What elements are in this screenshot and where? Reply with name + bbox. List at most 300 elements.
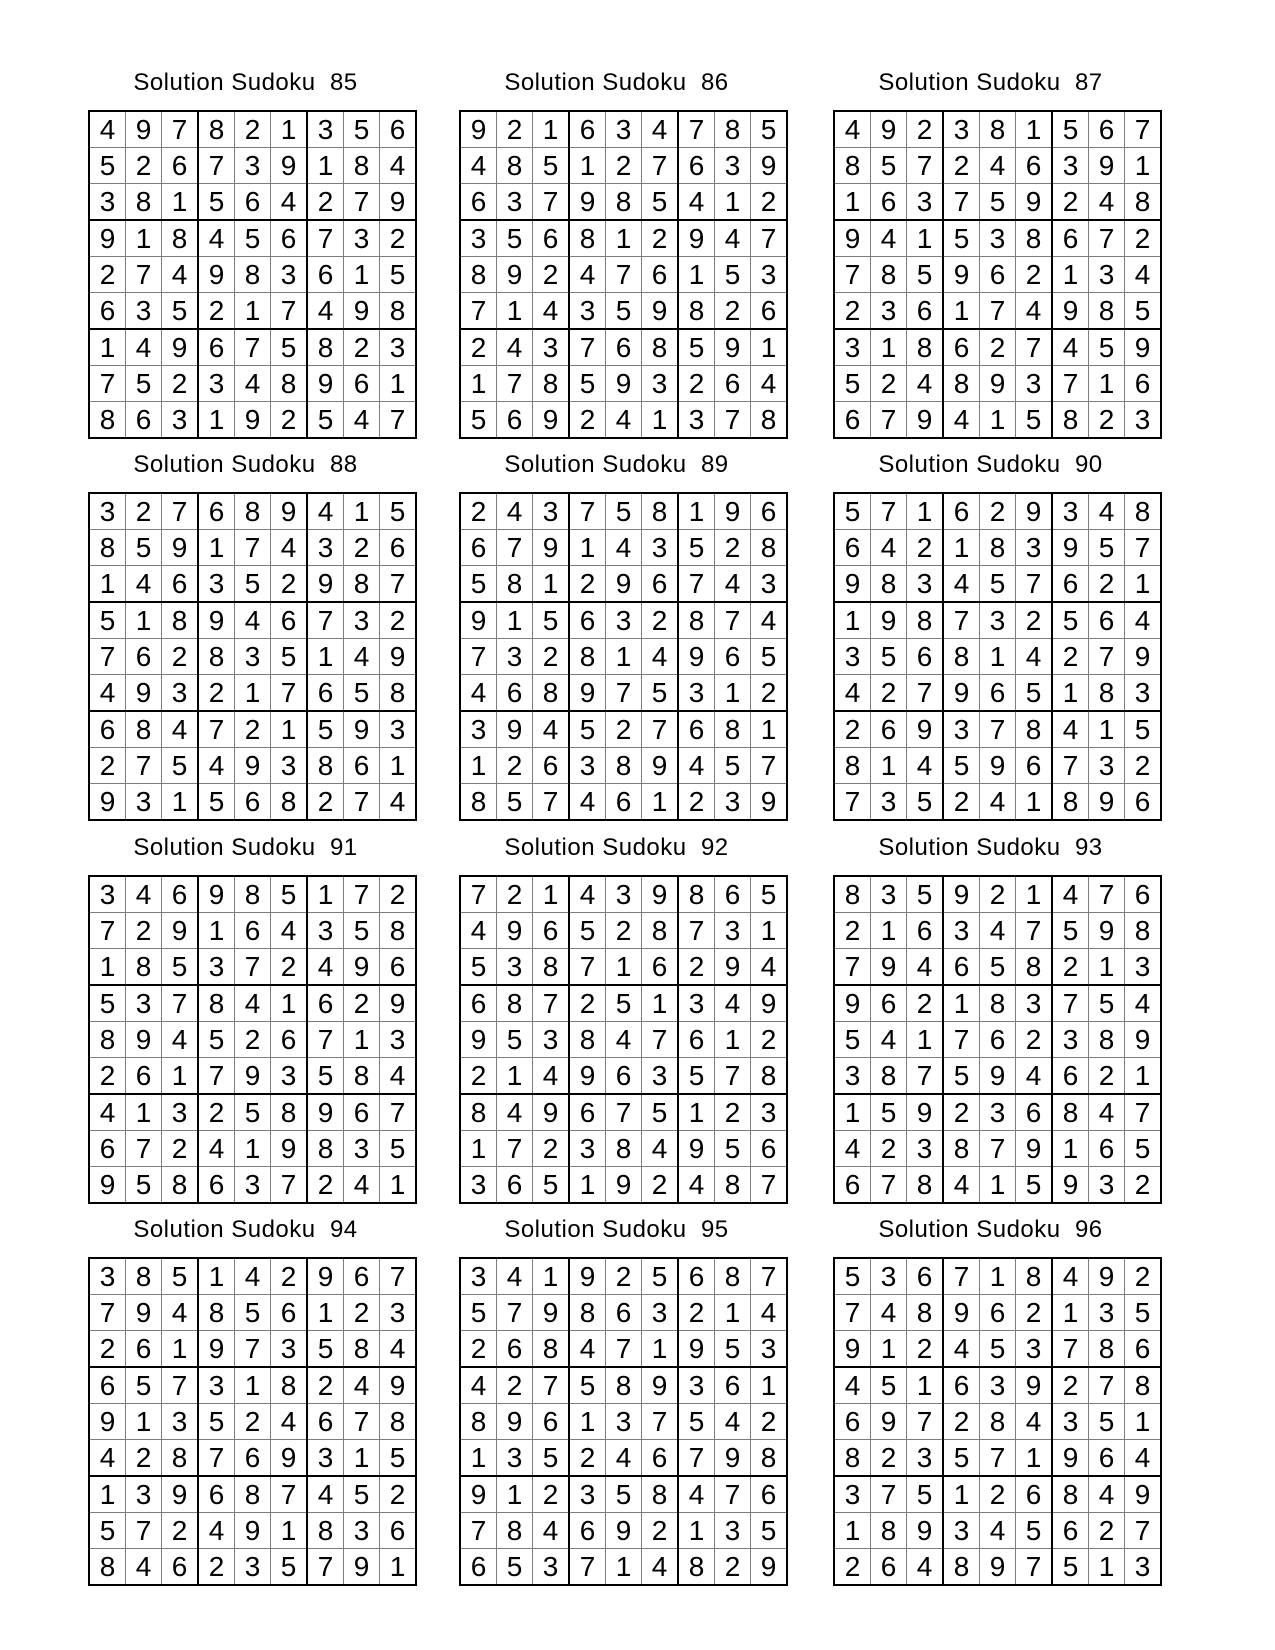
sudoku-block xyxy=(88,831,406,1204)
sudoku-cell: 8 xyxy=(678,602,715,639)
sudoku-cell: 2 xyxy=(980,876,1016,913)
sudoku-cell: 3 xyxy=(307,111,344,148)
sudoku-cell: 9 xyxy=(1052,1440,1089,1477)
sudoku-cell: 7 xyxy=(460,639,497,675)
sudoku-cell: 6 xyxy=(751,293,788,330)
sudoku-cell: 1 xyxy=(980,1167,1016,1204)
sudoku-cell: 9 xyxy=(943,876,980,913)
sudoku-cell: 8 xyxy=(198,1295,235,1331)
sudoku-cell: 5 xyxy=(1125,711,1162,748)
sudoku-cell: 4 xyxy=(715,985,751,1022)
sudoku-row xyxy=(834,1367,1161,1404)
sudoku-cell: 1 xyxy=(751,1367,788,1404)
sudoku-cell: 1 xyxy=(1125,566,1162,603)
sudoku-cell: 8 xyxy=(715,1167,751,1204)
sudoku-cell: 4 xyxy=(126,1549,162,1586)
sudoku-cell: 3 xyxy=(569,293,606,330)
sudoku-cell: 2 xyxy=(834,1549,871,1586)
sudoku-cell: 9 xyxy=(1089,1258,1125,1295)
sudoku-cell: 7 xyxy=(271,293,308,330)
sudoku-cell: 4 xyxy=(460,148,497,184)
sudoku-cell: 5 xyxy=(980,949,1016,986)
sudoku-cell: 1 xyxy=(1089,949,1125,986)
sudoku-cell: 3 xyxy=(533,1549,570,1586)
sudoku-cell: 2 xyxy=(344,329,380,366)
sudoku-cell: 3 xyxy=(678,985,715,1022)
sudoku-cell: 7 xyxy=(307,1022,344,1058)
sudoku-cell: 1 xyxy=(907,1022,944,1058)
sudoku-row xyxy=(89,366,416,402)
sudoku-cell: 2 xyxy=(89,1331,126,1368)
sudoku-cell: 9 xyxy=(871,602,907,639)
sudoku-cell: 5 xyxy=(1016,402,1053,439)
sudoku-cell: 6 xyxy=(606,329,642,366)
sudoku-cell: 4 xyxy=(344,639,380,675)
sudoku-cell: 7 xyxy=(89,913,126,949)
sudoku-cell: 6 xyxy=(834,1404,871,1440)
sudoku-row xyxy=(460,1131,787,1167)
sudoku-cell: 4 xyxy=(678,1167,715,1204)
sudoku-cell: 7 xyxy=(871,1476,907,1513)
sudoku-cell: 8 xyxy=(569,639,606,675)
sudoku-cell: 7 xyxy=(871,402,907,439)
sudoku-cell: 4 xyxy=(162,1022,199,1058)
sudoku-cell: 7 xyxy=(126,257,162,293)
sudoku-cell: 5 xyxy=(1125,1295,1162,1331)
sudoku-cell: 2 xyxy=(943,1094,980,1131)
sudoku-cell: 9 xyxy=(1016,493,1053,530)
sudoku-cell: 4 xyxy=(569,876,606,913)
sudoku-cell: 4 xyxy=(678,184,715,221)
sudoku-cell: 5 xyxy=(751,876,788,913)
sudoku-cell: 7 xyxy=(497,530,533,566)
sudoku-cell: 5 xyxy=(715,257,751,293)
sudoku-cell: 6 xyxy=(834,1167,871,1204)
sudoku-cell: 5 xyxy=(344,913,380,949)
sudoku-cell: 9 xyxy=(943,1295,980,1331)
sudoku-cell: 1 xyxy=(460,748,497,784)
sudoku-cell: 3 xyxy=(380,711,417,748)
sudoku-cell: 6 xyxy=(980,257,1016,293)
sudoku-cell: 3 xyxy=(198,1367,235,1404)
sudoku-row xyxy=(89,402,416,439)
sudoku-block xyxy=(833,66,1151,439)
sudoku-cell: 4 xyxy=(943,1331,980,1368)
sudoku-row xyxy=(834,293,1161,330)
sudoku-cell: 1 xyxy=(569,530,606,566)
sudoku-row xyxy=(834,1295,1161,1331)
sudoku-block xyxy=(88,448,406,821)
sudoku-cell: 4 xyxy=(235,1258,271,1295)
sudoku-cell: 8 xyxy=(980,985,1016,1022)
sudoku-cell: 3 xyxy=(606,1404,642,1440)
sudoku-cell: 3 xyxy=(1089,1295,1125,1331)
sudoku-cell: 8 xyxy=(606,184,642,221)
sudoku-cell: 1 xyxy=(678,1513,715,1549)
sudoku-cell: 7 xyxy=(344,876,380,913)
sudoku-cell: 4 xyxy=(1052,329,1089,366)
sudoku-cell: 5 xyxy=(715,748,751,784)
sudoku-row xyxy=(460,257,787,293)
sudoku-cell: 4 xyxy=(344,1367,380,1404)
sudoku-cell: 6 xyxy=(307,257,344,293)
sudoku-cell: 1 xyxy=(1125,148,1162,184)
sudoku-cell: 1 xyxy=(460,1440,497,1477)
sudoku-cell: 7 xyxy=(307,602,344,639)
sudoku-cell: 3 xyxy=(380,329,417,366)
sudoku-row xyxy=(89,329,416,366)
sudoku-row xyxy=(834,220,1161,257)
sudoku-cell: 2 xyxy=(162,366,199,402)
sudoku-cell: 5 xyxy=(1016,1513,1053,1549)
sudoku-cell: 2 xyxy=(1089,1513,1125,1549)
sudoku-block xyxy=(459,66,777,439)
sudoku-cell: 3 xyxy=(871,1258,907,1295)
sudoku-cell: 3 xyxy=(834,1476,871,1513)
sudoku-cell: 2 xyxy=(380,1476,417,1513)
sudoku-cell: 9 xyxy=(1089,913,1125,949)
sudoku-cell: 2 xyxy=(533,1131,570,1167)
sudoku-cell: 8 xyxy=(980,111,1016,148)
sudoku-cell: 5 xyxy=(89,985,126,1022)
sudoku-cell: 7 xyxy=(907,1058,944,1095)
sudoku-cell: 4 xyxy=(606,402,642,439)
sudoku-cell: 3 xyxy=(569,1131,606,1167)
sudoku-cell: 5 xyxy=(834,493,871,530)
sudoku-row xyxy=(460,1549,787,1586)
sudoku-cell: 5 xyxy=(497,220,533,257)
sudoku-row xyxy=(460,1476,787,1513)
sudoku-cell: 5 xyxy=(1016,675,1053,712)
sudoku-cell: 9 xyxy=(678,639,715,675)
sudoku-cell: 8 xyxy=(751,1440,788,1477)
sudoku-cell: 3 xyxy=(980,1094,1016,1131)
sudoku-cell: 2 xyxy=(533,1476,570,1513)
sudoku-cell: 8 xyxy=(1052,402,1089,439)
sudoku-cell: 6 xyxy=(606,1295,642,1331)
sudoku-cell: 8 xyxy=(235,1476,271,1513)
sudoku-cell: 4 xyxy=(1016,1404,1053,1440)
sudoku-cell: 4 xyxy=(871,1022,907,1058)
sudoku-cell: 2 xyxy=(497,748,533,784)
sudoku-cell: 6 xyxy=(198,329,235,366)
sudoku-cell: 7 xyxy=(980,711,1016,748)
sudoku-cell: 2 xyxy=(943,1404,980,1440)
sudoku-cell: 6 xyxy=(980,675,1016,712)
sudoku-cell: 4 xyxy=(871,530,907,566)
sudoku-title: Solution Sudoku 87 xyxy=(878,69,1103,96)
sudoku-cell: 9 xyxy=(871,949,907,986)
sudoku-cell: 8 xyxy=(126,1258,162,1295)
sudoku-cell: 3 xyxy=(1089,1167,1125,1204)
sudoku-cell: 5 xyxy=(380,493,417,530)
sudoku-cell: 4 xyxy=(715,566,751,603)
sudoku-cell: 9 xyxy=(642,1367,679,1404)
sudoku-cell: 6 xyxy=(834,402,871,439)
sudoku-cell: 5 xyxy=(162,949,199,986)
sudoku-cell: 5 xyxy=(715,1131,751,1167)
sudoku-cell: 8 xyxy=(460,1404,497,1440)
sudoku-cell: 9 xyxy=(1016,1367,1053,1404)
sudoku-cell: 2 xyxy=(715,1549,751,1586)
sudoku-cell: 9 xyxy=(606,366,642,402)
sudoku-cell: 9 xyxy=(1125,329,1162,366)
sudoku-cell: 4 xyxy=(907,949,944,986)
sudoku-cell: 1 xyxy=(162,784,199,821)
sudoku-grid xyxy=(833,875,1162,1204)
sudoku-cell: 1 xyxy=(715,184,751,221)
sudoku-cell: 7 xyxy=(497,1295,533,1331)
sudoku-cell: 8 xyxy=(1052,1476,1089,1513)
sudoku-cell: 9 xyxy=(642,876,679,913)
sudoku-cell: 8 xyxy=(1052,784,1089,821)
sudoku-cell: 8 xyxy=(533,675,570,712)
sudoku-cell: 4 xyxy=(198,220,235,257)
sudoku-grid xyxy=(833,1257,1162,1586)
sudoku-cell: 3 xyxy=(715,913,751,949)
sudoku-cell: 9 xyxy=(907,402,944,439)
sudoku-cell: 6 xyxy=(606,1058,642,1095)
sudoku-cell: 7 xyxy=(715,1058,751,1095)
sudoku-cell: 6 xyxy=(715,876,751,913)
sudoku-cell: 4 xyxy=(162,711,199,748)
sudoku-row xyxy=(834,1440,1161,1477)
sudoku-cell: 3 xyxy=(460,220,497,257)
sudoku-cell: 6 xyxy=(460,985,497,1022)
sudoku-cell: 5 xyxy=(569,913,606,949)
sudoku-cell: 7 xyxy=(606,1094,642,1131)
sudoku-cell: 2 xyxy=(1089,1058,1125,1095)
sudoku-cell: 3 xyxy=(1125,949,1162,986)
sudoku-cell: 3 xyxy=(89,876,126,913)
sudoku-cell: 3 xyxy=(307,913,344,949)
sudoku-cell: 9 xyxy=(89,1404,126,1440)
sudoku-row xyxy=(834,1094,1161,1131)
sudoku-cell: 6 xyxy=(642,1440,679,1477)
sudoku-cell: 6 xyxy=(533,1404,570,1440)
sudoku-cell: 1 xyxy=(126,602,162,639)
sudoku-cell: 2 xyxy=(569,566,606,603)
sudoku-cell: 1 xyxy=(569,148,606,184)
sudoku-cell: 6 xyxy=(907,913,944,949)
sudoku-cell: 4 xyxy=(606,1022,642,1058)
sudoku-cell: 7 xyxy=(642,1022,679,1058)
sudoku-cell: 2 xyxy=(460,1331,497,1368)
sudoku-cell: 8 xyxy=(715,1258,751,1295)
sudoku-cell: 8 xyxy=(1125,913,1162,949)
sudoku-cell: 6 xyxy=(642,257,679,293)
sudoku-cell: 1 xyxy=(235,675,271,712)
sudoku-cell: 5 xyxy=(871,1094,907,1131)
sudoku-cell: 1 xyxy=(89,1476,126,1513)
sudoku-cell: 9 xyxy=(380,1367,417,1404)
sudoku-cell: 8 xyxy=(307,1131,344,1167)
sudoku-cell: 2 xyxy=(751,184,788,221)
sudoku-cell: 8 xyxy=(907,329,944,366)
sudoku-cell: 3 xyxy=(642,530,679,566)
sudoku-cell: 2 xyxy=(198,675,235,712)
sudoku-cell: 7 xyxy=(1052,985,1089,1022)
sudoku-row xyxy=(834,1513,1161,1549)
sudoku-row xyxy=(89,913,416,949)
sudoku-cell: 4 xyxy=(198,748,235,784)
sudoku-cell: 6 xyxy=(380,949,417,986)
sudoku-cell: 9 xyxy=(1052,530,1089,566)
sudoku-cell: 1 xyxy=(198,402,235,439)
sudoku-cell: 5 xyxy=(642,675,679,712)
sudoku-cell: 4 xyxy=(533,1058,570,1095)
sudoku-cell: 2 xyxy=(497,876,533,913)
sudoku-cell: 9 xyxy=(715,329,751,366)
sudoku-row xyxy=(834,1549,1161,1586)
sudoku-cell: 7 xyxy=(126,748,162,784)
sudoku-cell: 2 xyxy=(907,111,944,148)
sudoku-cell: 8 xyxy=(1089,675,1125,712)
sudoku-cell: 5 xyxy=(642,184,679,221)
sudoku-cell: 5 xyxy=(271,1549,308,1586)
sudoku-cell: 2 xyxy=(1052,1367,1089,1404)
sudoku-cell: 7 xyxy=(715,602,751,639)
sudoku-cell: 5 xyxy=(606,1476,642,1513)
sudoku-cell: 4 xyxy=(497,493,533,530)
sudoku-cell: 7 xyxy=(678,913,715,949)
sudoku-cell: 1 xyxy=(1125,1404,1162,1440)
sudoku-cell: 5 xyxy=(380,257,417,293)
sudoku-cell: 2 xyxy=(1125,220,1162,257)
sudoku-cell: 9 xyxy=(162,1476,199,1513)
sudoku-cell: 6 xyxy=(980,1295,1016,1331)
sudoku-cell: 7 xyxy=(1052,748,1089,784)
sudoku-cell: 6 xyxy=(1016,748,1053,784)
sudoku-cell: 2 xyxy=(380,602,417,639)
sudoku-cell: 5 xyxy=(980,1331,1016,1368)
sudoku-cell: 6 xyxy=(497,1167,533,1204)
sudoku-cell: 6 xyxy=(678,711,715,748)
sudoku-cell: 2 xyxy=(1089,566,1125,603)
sudoku-cell: 2 xyxy=(834,711,871,748)
sudoku-cell: 5 xyxy=(1016,1167,1053,1204)
sudoku-cell: 7 xyxy=(162,493,199,530)
sudoku-cell: 7 xyxy=(307,1549,344,1586)
sudoku-cell: 4 xyxy=(1125,985,1162,1022)
sudoku-cell: 7 xyxy=(460,1513,497,1549)
sudoku-cell: 6 xyxy=(89,1367,126,1404)
sudoku-cell: 5 xyxy=(162,1258,199,1295)
sudoku-row xyxy=(460,1258,787,1295)
sudoku-cell: 3 xyxy=(271,1331,308,1368)
sudoku-cell: 8 xyxy=(198,111,235,148)
sudoku-cell: 4 xyxy=(344,402,380,439)
sudoku-cell: 5 xyxy=(943,1440,980,1477)
sudoku-row xyxy=(834,784,1161,821)
sudoku-cell: 4 xyxy=(834,1131,871,1167)
sudoku-cell: 4 xyxy=(1089,1094,1125,1131)
sudoku-cell: 6 xyxy=(380,111,417,148)
sudoku-cell: 2 xyxy=(751,675,788,712)
sudoku-cell: 1 xyxy=(871,329,907,366)
sudoku-cell: 8 xyxy=(380,913,417,949)
sudoku-cell: 2 xyxy=(271,949,308,986)
sudoku-cell: 7 xyxy=(344,1404,380,1440)
sudoku-row xyxy=(834,329,1161,366)
sudoku-cell: 9 xyxy=(497,913,533,949)
sudoku-cell: 4 xyxy=(1016,293,1053,330)
sudoku-cell: 6 xyxy=(907,639,944,675)
sudoku-row xyxy=(460,566,787,603)
sudoku-cell: 2 xyxy=(871,1440,907,1477)
sudoku-row xyxy=(460,1367,787,1404)
sudoku-cell: 3 xyxy=(678,402,715,439)
sudoku-cell: 6 xyxy=(162,1549,199,1586)
sudoku-cell: 8 xyxy=(907,602,944,639)
sudoku-cell: 4 xyxy=(533,711,570,748)
sudoku-cell: 3 xyxy=(271,257,308,293)
sudoku-cell: 3 xyxy=(980,1367,1016,1404)
sudoku-cell: 4 xyxy=(380,1331,417,1368)
sudoku-cell: 1 xyxy=(497,1476,533,1513)
sudoku-cell: 7 xyxy=(834,257,871,293)
sudoku-cell: 6 xyxy=(198,1476,235,1513)
sudoku-cell: 9 xyxy=(907,1513,944,1549)
sudoku-cell: 7 xyxy=(751,1167,788,1204)
sudoku-cell: 3 xyxy=(871,876,907,913)
sudoku-cell: 2 xyxy=(271,1258,308,1295)
sudoku-cell: 7 xyxy=(1016,566,1053,603)
sudoku-cell: 4 xyxy=(1052,1258,1089,1295)
sudoku-cell: 3 xyxy=(126,985,162,1022)
sudoku-cell: 7 xyxy=(1089,639,1125,675)
sudoku-row xyxy=(834,148,1161,184)
sudoku-cell: 6 xyxy=(235,184,271,221)
sudoku-cell: 7 xyxy=(1052,1331,1089,1368)
sudoku-cell: 8 xyxy=(1052,1094,1089,1131)
sudoku-cell: 3 xyxy=(380,1022,417,1058)
sudoku-cell: 3 xyxy=(569,1476,606,1513)
sudoku-cell: 2 xyxy=(533,639,570,675)
sudoku-cell: 3 xyxy=(907,184,944,221)
sudoku-cell: 6 xyxy=(907,293,944,330)
sudoku-cell: 4 xyxy=(89,111,126,148)
sudoku-cell: 4 xyxy=(497,1258,533,1295)
sudoku-cell: 1 xyxy=(642,985,679,1022)
sudoku-title: Solution Sudoku 88 xyxy=(133,451,358,478)
sudoku-cell: 1 xyxy=(497,1058,533,1095)
sudoku-row xyxy=(834,675,1161,712)
sudoku-row xyxy=(89,639,416,675)
sudoku-cell: 4 xyxy=(271,1404,308,1440)
sudoku-cell: 9 xyxy=(235,1513,271,1549)
sudoku-cell: 7 xyxy=(907,148,944,184)
sudoku-cell: 6 xyxy=(834,530,871,566)
sudoku-cell: 9 xyxy=(569,1058,606,1095)
sudoku-cell: 5 xyxy=(344,111,380,148)
sudoku-cell: 7 xyxy=(943,1258,980,1295)
sudoku-cell: 2 xyxy=(89,257,126,293)
sudoku-cell: 2 xyxy=(606,913,642,949)
sudoku-cell: 1 xyxy=(980,1258,1016,1295)
sudoku-cell: 5 xyxy=(1089,1404,1125,1440)
sudoku-cell: 8 xyxy=(980,1404,1016,1440)
sudoku-cell: 8 xyxy=(460,784,497,821)
sudoku-cell: 9 xyxy=(235,748,271,784)
sudoku-cell: 8 xyxy=(1125,1367,1162,1404)
sudoku-row xyxy=(834,402,1161,439)
sudoku-cell: 6 xyxy=(569,602,606,639)
sudoku-cell: 9 xyxy=(497,257,533,293)
sudoku-cell: 9 xyxy=(715,1440,751,1477)
sudoku-cell: 4 xyxy=(271,913,308,949)
sudoku-cell: 4 xyxy=(271,530,308,566)
